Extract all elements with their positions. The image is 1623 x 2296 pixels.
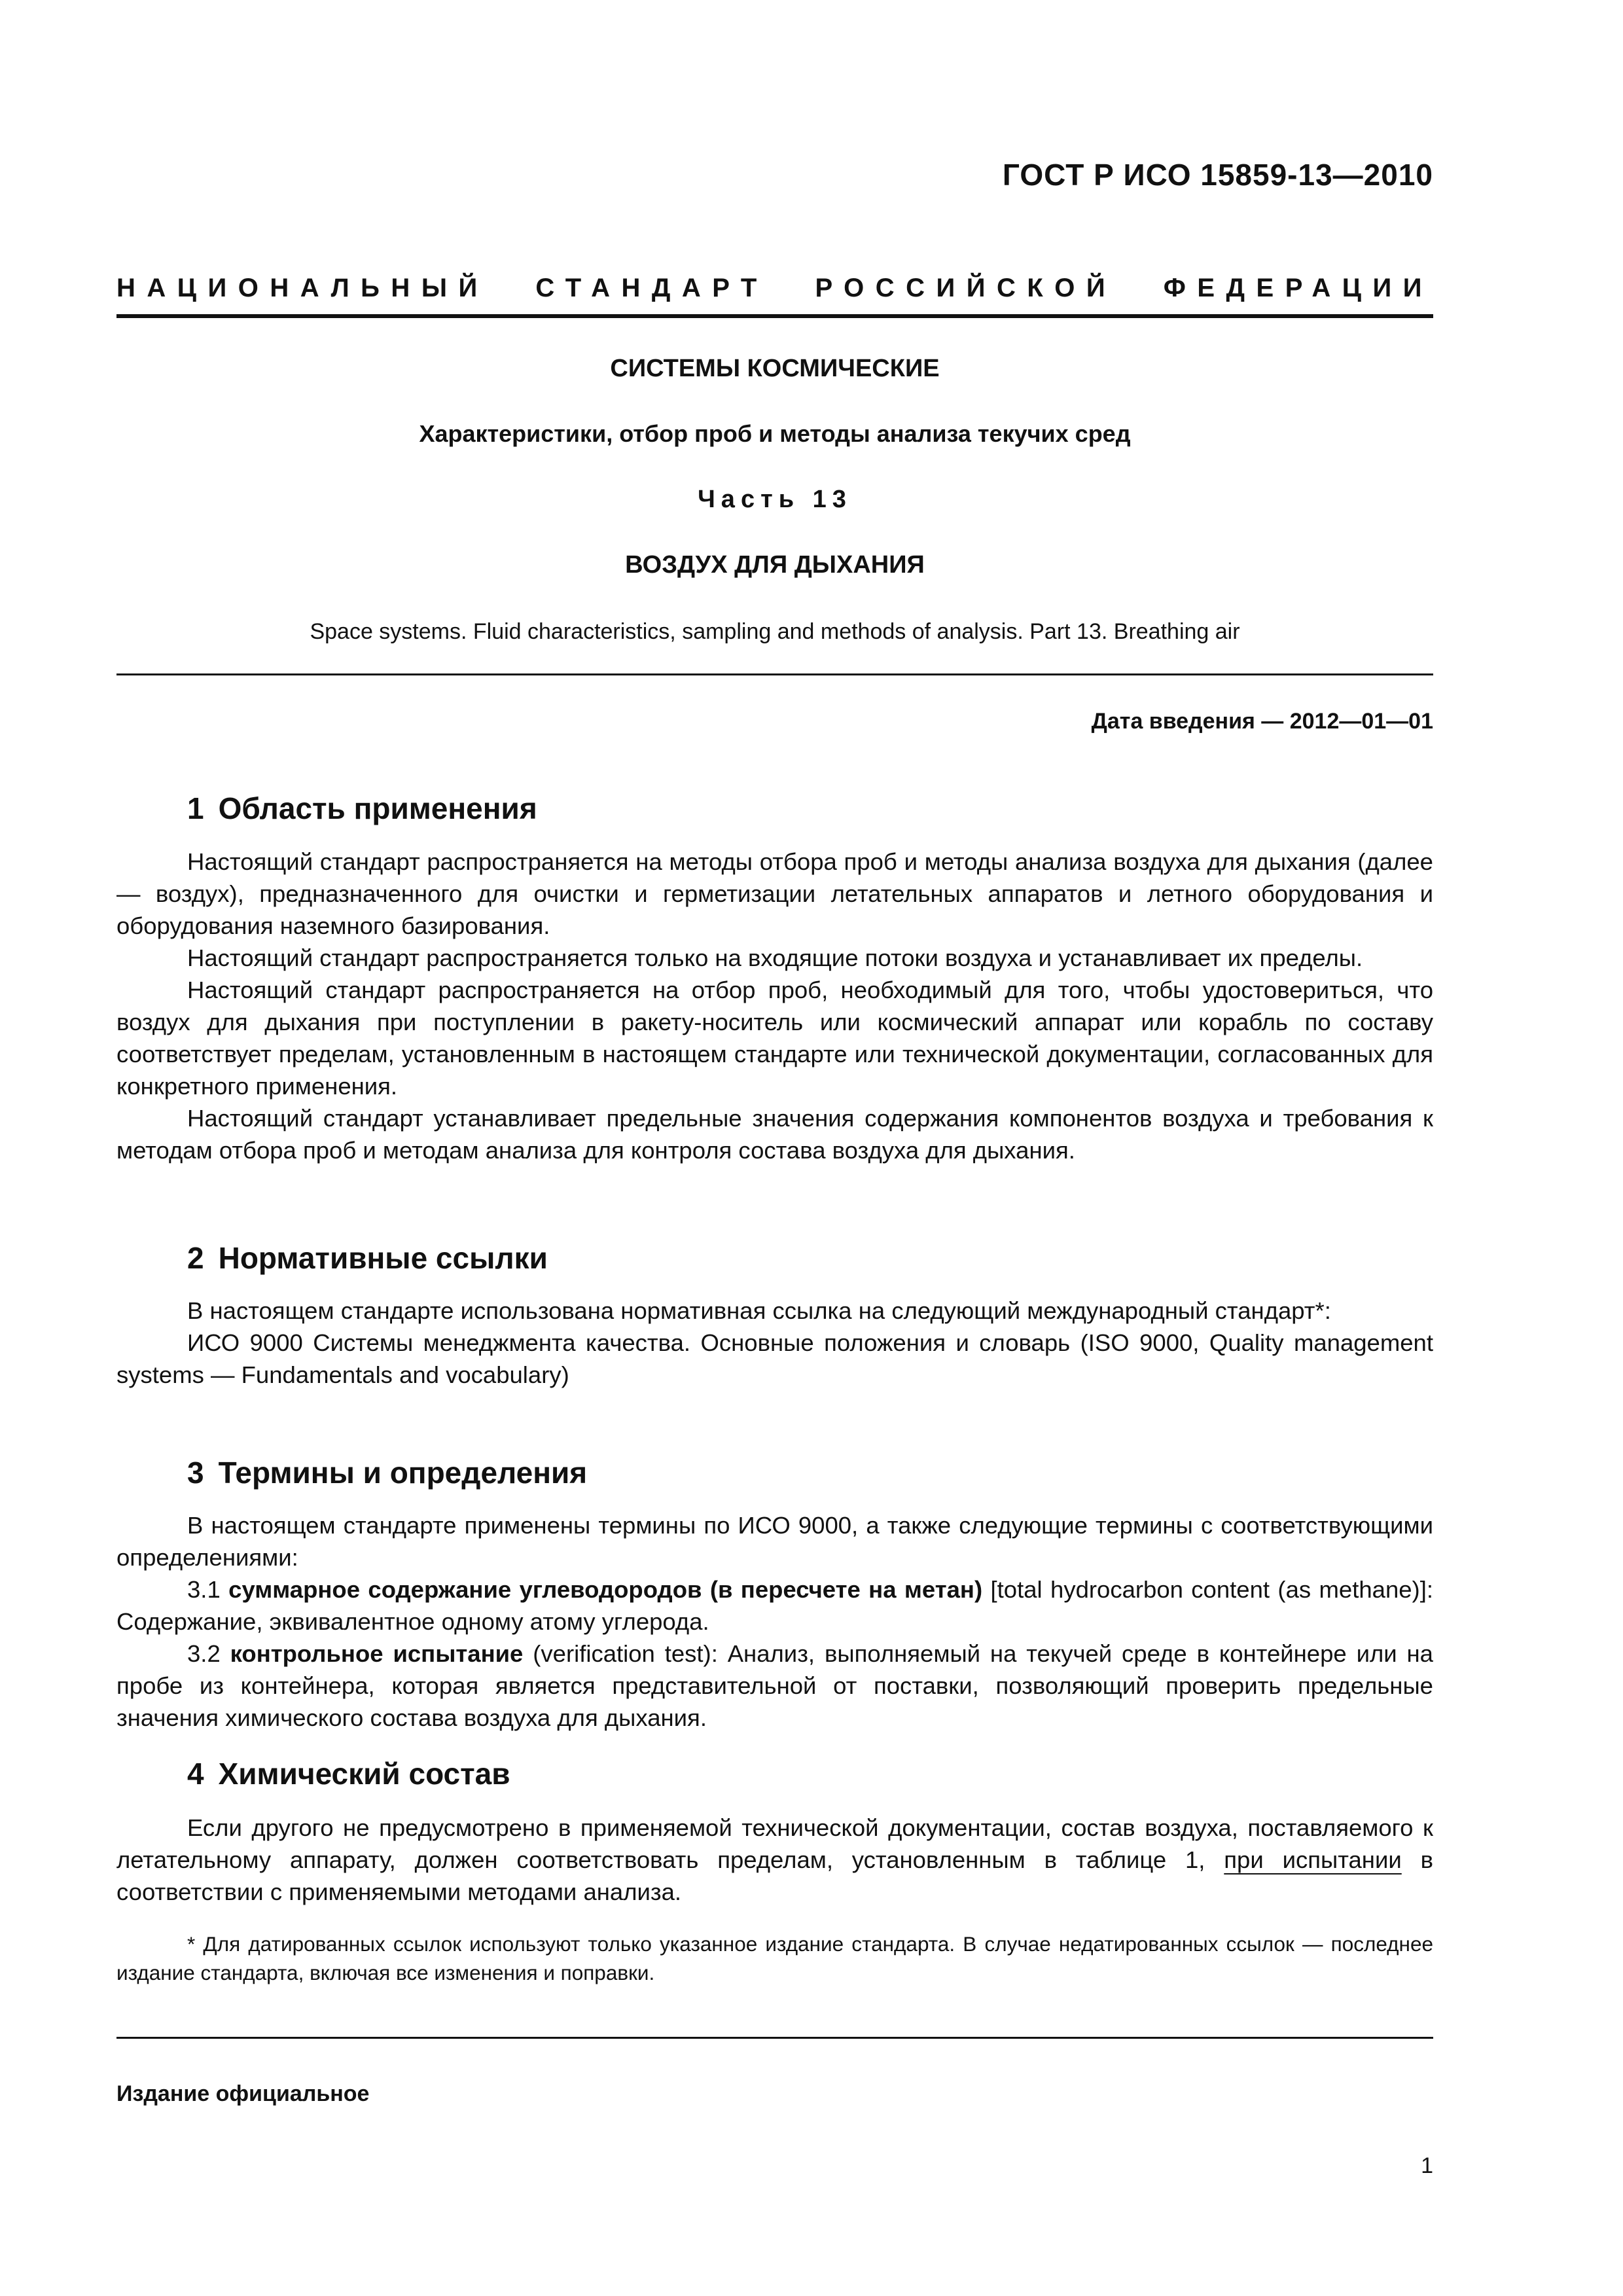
section-body-normative-references — [116, 1295, 1433, 1391]
part-label: Часть 13 — [698, 486, 852, 513]
page-number: 1 — [1421, 2153, 1433, 2178]
paragraph: В настоящем стандарте применены термины по ИСО 9000, а также следующие термины с соответствующими определениями: — [116, 1512, 1433, 1571]
paragraph: Настоящий стандарт распространяется только на входящие потоки воздуха и устанавливает их пределы. — [187, 944, 1363, 971]
section-heading-scope — [187, 791, 537, 826]
term-name: суммарное содержание углеводородов (в пересчете на метан) — [228, 1576, 983, 1603]
section-title: Химический состав — [218, 1757, 510, 1791]
national-standard-title: НАЦИОНАЛЬНЫЙ СТАНДАРТ РОССИЙСКОЙ ФЕДЕРАЦИИ — [116, 274, 1433, 302]
section-body-scope — [116, 846, 1433, 1166]
section-number: 4 — [187, 1757, 204, 1791]
term-entry — [116, 1638, 1433, 1734]
term-name: контрольное испытание — [230, 1640, 524, 1667]
document-page — [116, 0, 1433, 2296]
paragraph: Настоящий стандарт устанавливает предельные значения содержания компонентов воздуха и требования к методам отбора проб и методам анализа для контроля состава воздуха для дыхания. — [116, 1105, 1433, 1164]
section-number: 1 — [187, 791, 204, 825]
section-title: Область применения — [218, 791, 537, 825]
introduction-date: Дата введения — 2012—01—01 — [1091, 709, 1433, 734]
section-body-chemical-composition — [116, 1812, 1433, 1908]
term-entry — [116, 1573, 1433, 1638]
term-number: 3.2 — [187, 1640, 221, 1667]
footer-rule — [116, 2037, 1433, 2039]
section-number: 3 — [187, 1456, 204, 1490]
footnote: * Для датированных ссылок используют только указанное издание стандарта. В случае недатированных ссылок — последнее издание стандарта, включая все изменения и поправки. — [116, 1932, 1433, 1984]
paragraph: Настоящий стандарт распространяется на отбор проб, необходимый для того, чтобы удостовериться, что воздух для дыхания при поступлении в ракету-носитель или космический аппарат или корабль по составу соответствует пределам, установленным в настоящем стандарте или технической документации, согласованных для конкретного применения. — [116, 977, 1433, 1100]
standard-series-title: СИСТЕМЫ КОСМИЧЕСКИЕ — [610, 355, 940, 382]
paragraph: Настоящий стандарт распространяется на методы отбора проб и методы анализа воздуха для дыхания (далее — воздух), предназначенного для очистки и герметизации летательных аппаратов и летного оборудования и оборудования наземного базирования. — [116, 848, 1433, 939]
english-title: Space systems. Fluid characteristics, sampling and methods of analysis. Part 13. Breathing air — [310, 619, 1240, 644]
term-definition: [total hydrocarbon content (as methane)]: Содержание, эквивалентное одному атому углерода. — [116, 1576, 1433, 1635]
section-number: 2 — [187, 1241, 204, 1275]
paragraph: В настоящем стандарте использована нормативная ссылка на следующий международный стандарт*: — [187, 1297, 1331, 1324]
section-heading-chemical-composition — [187, 1756, 510, 1791]
paragraph: Если другого не предусмотрено в применяемой технической документации, состав воздуха, поставляемого к летательному аппарату, должен соответствовать пределам, установленным в таблице 1, при испытании в соответствии с применяемыми методами анализа. — [116, 1814, 1433, 1905]
section-heading-normative-references — [187, 1240, 548, 1276]
title-rule — [116, 673, 1433, 675]
term-definition: (verification test): Анализ, выполняемый на текучей среде в контейнере или на пробе из контейнера, которая является представительной от поставки, позволяющий проверить предельные значения химического состава воздуха для дыхания. — [116, 1640, 1433, 1731]
section-heading-terms — [187, 1455, 587, 1490]
paragraph: ИСО 9000 Системы менеджмента качества. Основные положения и словарь (ISO 9000, Quality management systems — Fundamentals and vocabulary) — [116, 1329, 1433, 1388]
header-rule — [116, 314, 1433, 318]
section-body-terms — [116, 1509, 1433, 1734]
section-title: Термины и определения — [218, 1456, 588, 1490]
document-number: ГОСТ Р ИСО 15859-13—2010 — [1002, 158, 1433, 192]
section-title: Нормативные ссылки — [218, 1241, 548, 1275]
term-number: 3.1 — [187, 1576, 221, 1603]
official-edition-label: Издание официальное — [116, 2081, 370, 2106]
standard-subtitle: Характеристики, отбор проб и методы анализа текучих сред — [419, 420, 1131, 447]
standard-name: ВОЗДУХ ДЛЯ ДЫХАНИЯ — [625, 551, 925, 579]
underlined-phrase: при испытании — [1224, 1846, 1402, 1873]
